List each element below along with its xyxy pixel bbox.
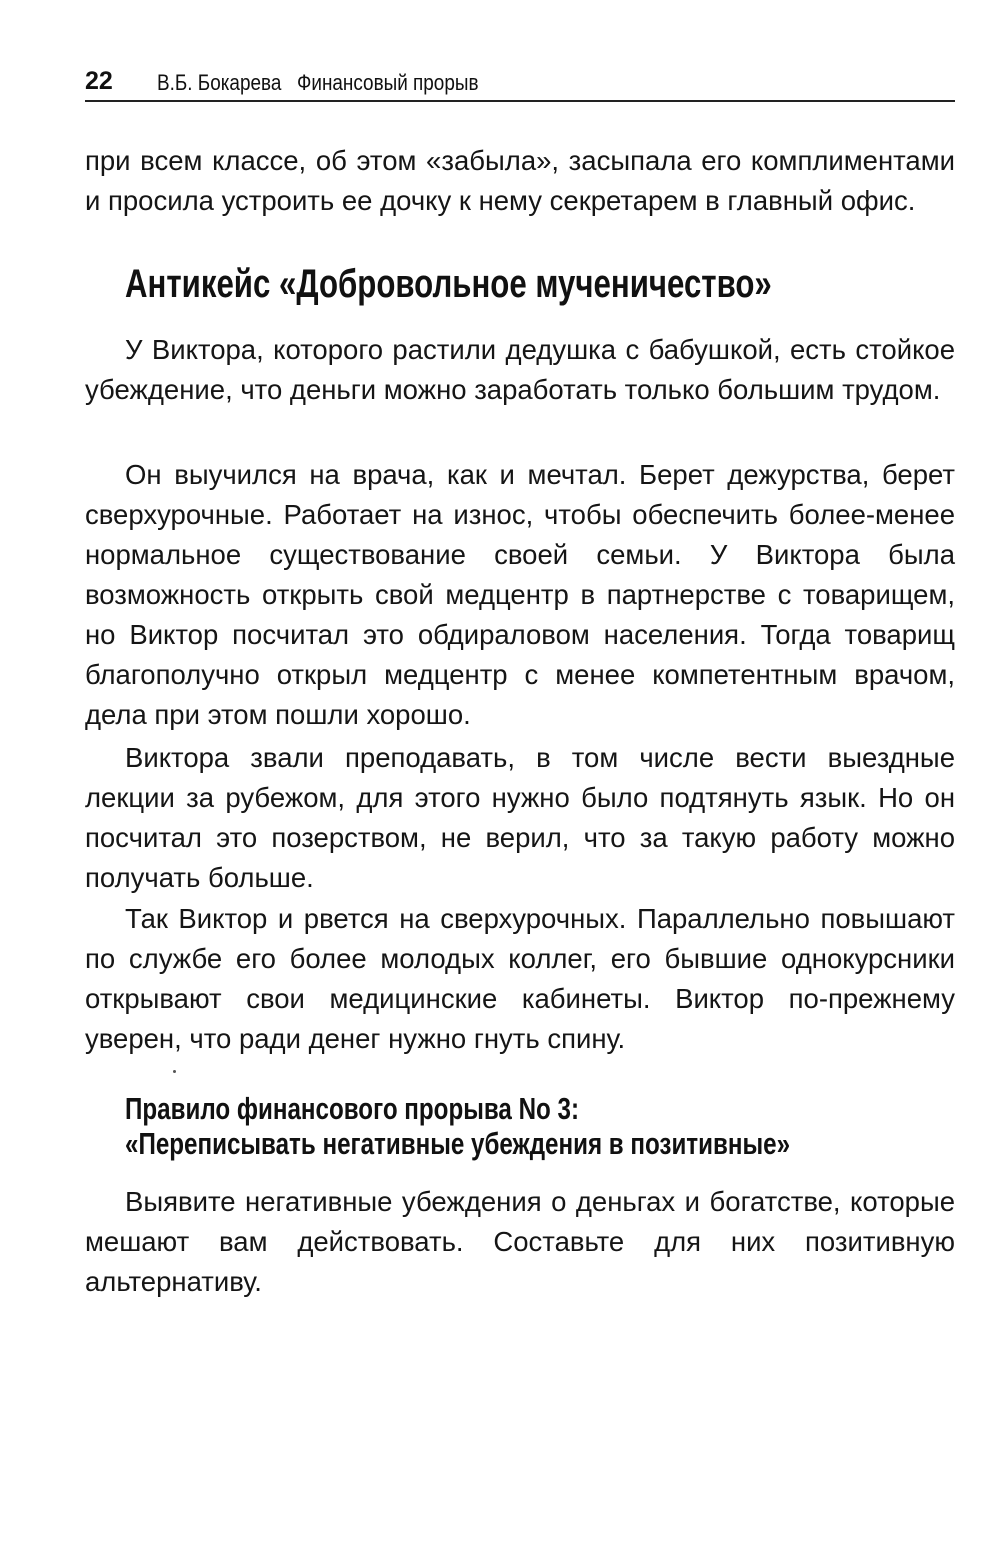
paragraph-viktor-doctor: Он выучился на врача, как и мечтал. Берет дежурства, берет сверхурочные. Работает на износ, чтобы обеспечить более-менее нормальное существование своей семьи. У Виктора была возможность открыть свой медцентр в партнерстве с товарищем, но Виктор посчитал это обдираловом населения. Тогда товарищ благополучно открыл медцентр с менее компетентным врачом, дела при этом пошли хорошо.	[85, 459, 955, 730]
running-author: В.Б. Бокарева	[156, 70, 282, 95]
anticase-heading: Антикейс «Добровольное мученичество»	[125, 262, 772, 306]
paragraph-viktor-belief: У Виктора, которого растили дедушка с бабушкой, есть стойкое убеждение, что деньги можно заработать только большим трудом.	[85, 334, 955, 405]
paragraph-viktor-overtime: Так Виктор и рвется на сверхурочных. Параллельно повышают по службе его более молодых коллег, его бывшие однокурсники открывают свои медицинские кабинеты. Виктор по-прежнему уверен, что ради денег нужно гнуть спину.	[85, 903, 955, 1054]
paragraph-rule-instruction: Выявите негативные убеждения о деньгах и богатстве, которые мешают вам действовать. Составьте для них позитивную альтернативу.	[85, 1186, 955, 1297]
rule-heading-line-2: «Переписывать негативные убеждения в позитивные»	[125, 1126, 791, 1161]
running-header	[85, 62, 955, 102]
rule-heading-line-1: Правило финансового прорыва No 3:	[125, 1091, 580, 1126]
page-number: 22	[85, 67, 113, 95]
paragraph-viktor-teaching: Виктора звали преподавать, в том числе вести выездные лекции за рубежом, для этого нужно было подтянуть язык. Но он посчитал это позерством, не верил, что за такую работу можно получать больше.	[85, 742, 955, 893]
running-book-title: Финансовый прорыв	[297, 70, 479, 95]
paragraph-continuation: при всем классе, об этом «забыла», засыпала его комплиментами и просила устроить ее дочку к нему секретарем в главный офис.	[85, 145, 955, 216]
print-speck	[173, 1070, 176, 1073]
